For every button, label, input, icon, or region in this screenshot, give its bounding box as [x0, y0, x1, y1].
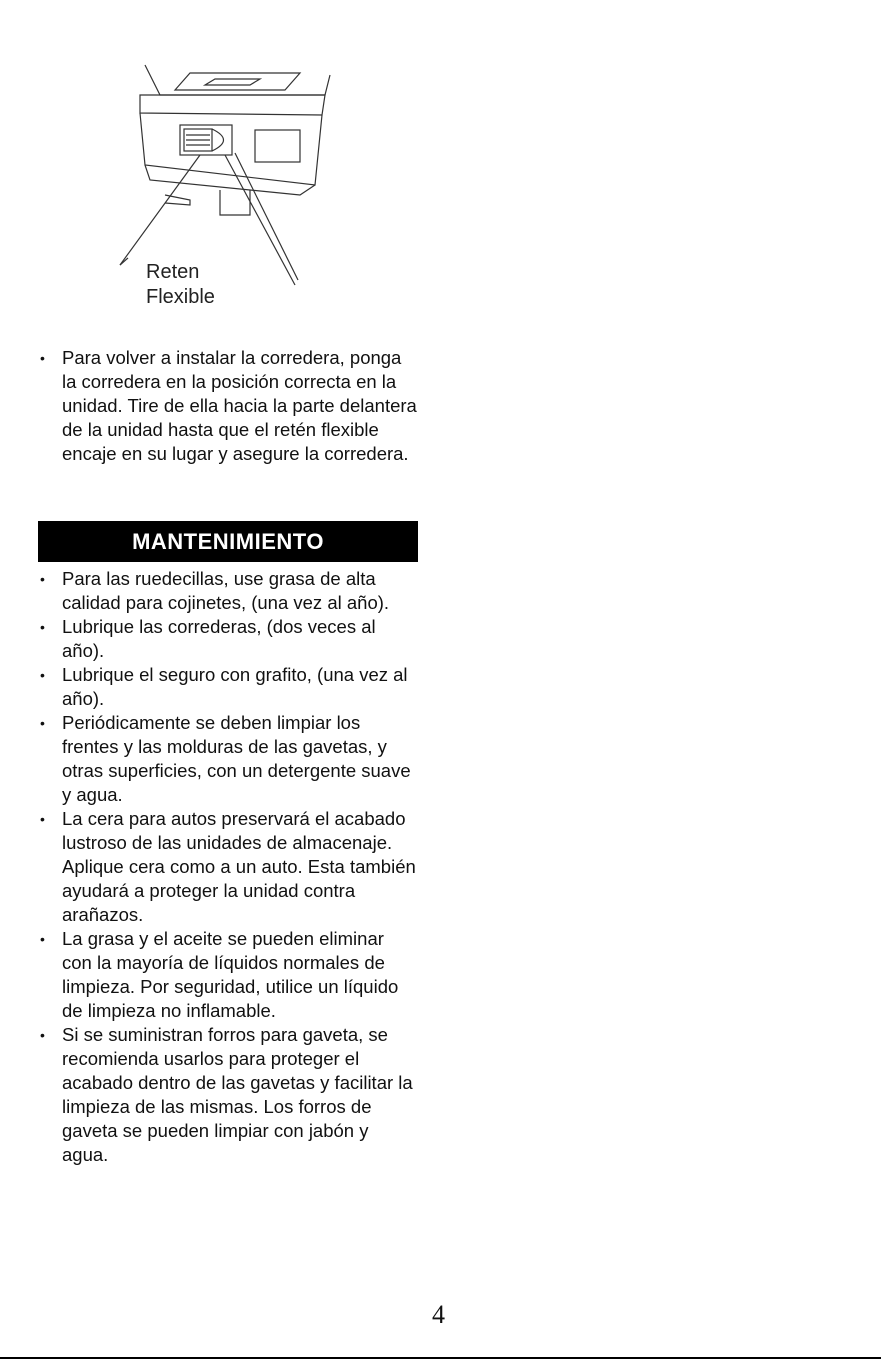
callout-line2: Flexible: [146, 286, 215, 308]
list-item: • Lubrique las correderas, (dos veces al año).: [38, 615, 418, 663]
footer-divider: [0, 1357, 881, 1359]
callout-line1: Reten: [146, 261, 200, 283]
figure-callout: [146, 260, 215, 310]
intro-bullet-list: [38, 346, 418, 466]
list-item: • La cera para autos preservará el acabado lustroso de las unidades de almacenaje. Aplique cera como a un auto. Esta también ayudará a proteger la unidad contra arañazos.: [38, 807, 418, 927]
maintenance-bullet-list: [38, 567, 418, 1167]
list-item: • Para volver a instalar la corredera, ponga la corredera en la posición correcta en la unidad. Tire de ella hacia la parte delantera de la unidad hasta que el retén flexible encaje en su lugar y asegure la corredera.: [38, 346, 418, 466]
section-heading: MANTENIMIENTO: [38, 521, 418, 562]
page-number: 4: [432, 1300, 445, 1329]
drawer-slide-drawing: [100, 55, 360, 315]
list-item: • La grasa y el aceite se pueden eliminar con la mayoría de líquidos normales de limpieza. Por seguridad, utilice un líquido de limpieza no inflamable.: [38, 927, 418, 1023]
list-item: • Periódicamente se deben limpiar los frentes y las molduras de las gavetas, y otras superficies, con un detergente suave y agua.: [38, 711, 418, 807]
list-item: • Si se suministran forros para gaveta, se recomienda usarlos para proteger el acabado dentro de las gavetas y facilitar la limpieza de las mismas. Los forros de gaveta se pueden limpiar con jabón y agua.: [38, 1023, 418, 1167]
list-item: • Lubrique el seguro con grafito, (una vez al año).: [38, 663, 418, 711]
retainer-illustration: [100, 55, 360, 315]
list-item: • Para las ruedecillas, use grasa de alta calidad para cojinetes, (una vez al año).: [38, 567, 418, 615]
